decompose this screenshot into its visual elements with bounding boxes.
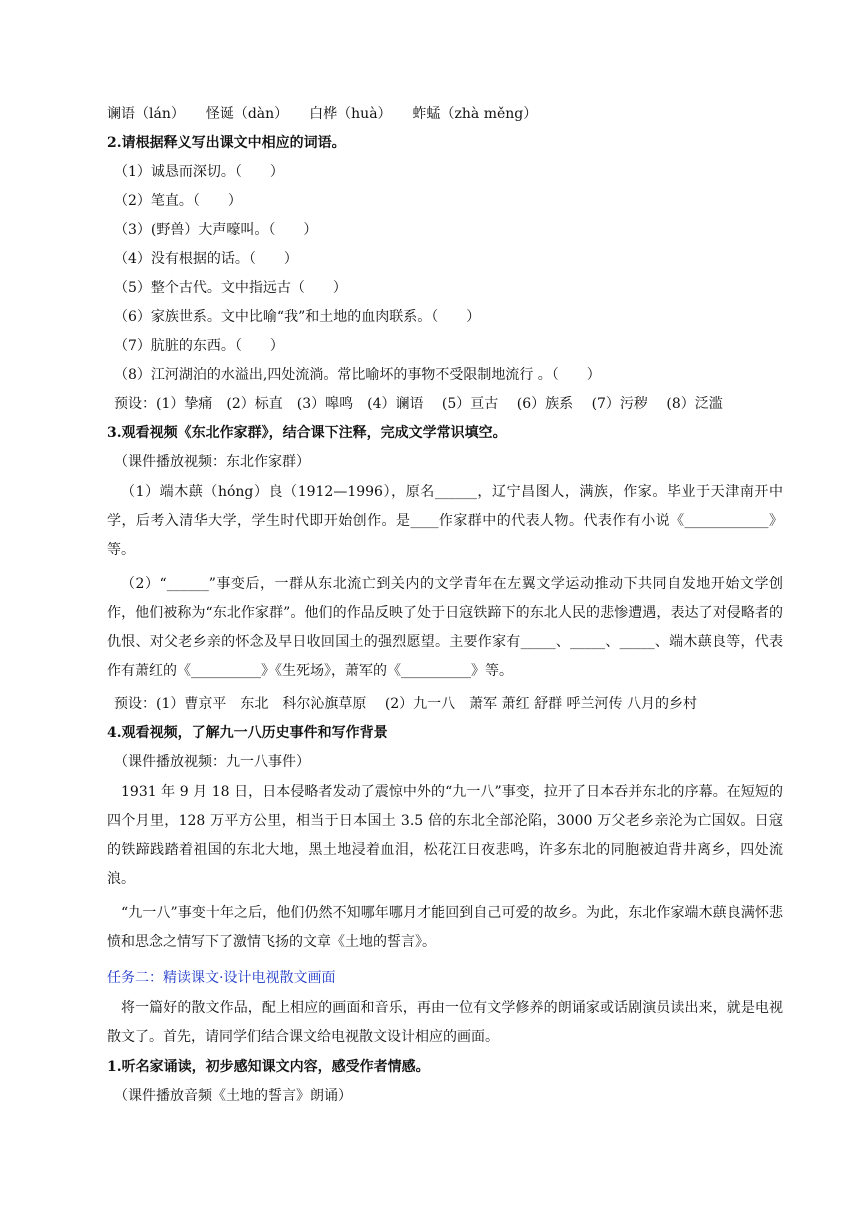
- q4-paragraph-1: 1931 年 9 月 18 日，日本侵略者发动了震惊中外的“九一八”事变，拉开了日本吞并东北的序幕。在短短的四个月里，128 万平方公里，相当于日本国土 3.5 倍的东北全部沦陷，3000 万父老乡亲沦为亡国奴。日寇的铁蹄践踏着祖国的东北大地，黑土地浸着血泪，松花江日夜悲鸣，许多东北的同胞被迫背井离乡，四处流浪。: [107, 784, 783, 887]
- task2-q1-note: （课件播放音频《土地的誓言》朗诵）: [114, 1088, 352, 1104]
- pinyin-line: 谰语（lán） 怪诞（dàn） 白桦（huà） 蚱蜢（zhà měng）: [107, 106, 538, 122]
- q3-title: 3.观看视频《东北作家群》，结合课下注释，完成文学常识填空。: [107, 425, 507, 441]
- q2-item-3: （3）(野兽）大声嚎叫。（ ）: [114, 222, 318, 238]
- q2-item-6: （6）家族世系。文中比喻“我”和土地的血肉联系。（ ）: [114, 309, 481, 325]
- q2-item-7: （7）肮脏的东西。（ ）: [114, 338, 284, 354]
- q2-title: 2.请根据释义写出课文中相应的词语。: [107, 135, 346, 151]
- q2-item-1: （1）诚恳而深切。（ ）: [114, 164, 284, 180]
- q3-paragraph-1: （1）端木蕻（hóng）良（1912—1996），原名______，辽宁昌图人，满族，作家。毕业于天津南开中学，后考入清华大学，学生时代即开始创作。是____作家群中的代表人物。代表作有小说《____________》等。: [107, 484, 783, 558]
- task2-q1-title: 1.听名家诵读，初步感知课文内容，感受作者情感。: [107, 1059, 430, 1075]
- q3-answer: 预设：(1）曹京平 东北 科尔沁旗草原 (2）九一八 萧军 萧红 舒群 呼兰河传 八月的乡村: [114, 696, 697, 712]
- q2-item-4: （4）没有根据的话。（ ）: [114, 251, 298, 267]
- task2-intro: 将一篇好的散文作品，配上相应的画面和音乐，再由一位有文学修养的朗诵家或话剧演员读出来，就是电视散文了。首先，请同学们结合课文给电视散文设计相应的画面。: [107, 1000, 783, 1045]
- q2-item-2: （2）笔直。（ ）: [114, 193, 242, 209]
- q3-paragraph-2: （2）“______”事变后，一群从东北流亡到关内的文学青年在左翼文学运动推动下共同自发地开始文学创作，他们被称为“东北作家群”。他们的作品反映了处于日寇铁蹄下的东北人民的悲惨遭遇，表达了对侵略者的仇恨、对父老乡亲的怀念及早日收回国土的强烈愿望。主要作家有_____、_____、_____、端木蕻良等，代表作有萧红的《__________》《生死场》，萧军的《__________》等。: [107, 576, 783, 679]
- q4-title: 4.观看视频，了解九一八历史事件和写作背景: [107, 725, 388, 741]
- q4-note: （课件播放视频：九一八事件）: [114, 754, 310, 770]
- q3-note: （课件播放视频：东北作家群）: [114, 454, 310, 470]
- q2-answer: 预设：(1）挚痛 (2）标直 (3）嗥鸣 (4）谰语 (5）亘古 (6）族系 (7）污秽 (8）泛滥: [114, 396, 723, 412]
- q2-item-5: （5）整个古代。文中指远古（ ）: [114, 280, 347, 296]
- task2-title: 任务二：精读课文·设计电视散文画面: [107, 970, 336, 986]
- q2-item-8: （8）江河湖泊的水溢出,四处流淌。常比喻坏的事物不受限制地流行 。（ ）: [114, 367, 601, 383]
- q4-paragraph-2: “九一八”事变十年之后，他们仍然不知哪年哪月才能回到自己可爱的故乡。为此，东北作家端木蕻良满怀悲愤和思念之情写下了激情飞扬的文章《土地的誓言》。: [107, 905, 783, 950]
